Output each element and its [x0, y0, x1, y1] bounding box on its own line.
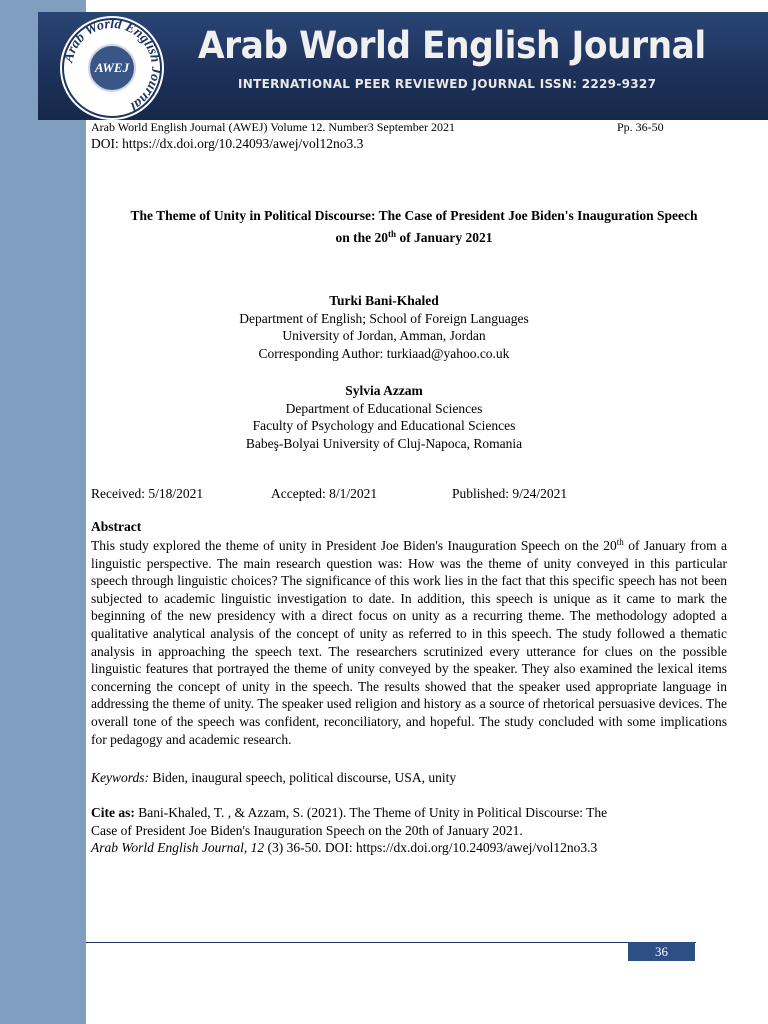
abstract-heading: Abstract: [91, 519, 142, 534]
author-2-affiliation-2: Faculty of Psychology and Educational Sciences: [252, 418, 516, 433]
author-1-block: [88, 292, 680, 362]
keywords-text: Biden, inaugural speech, political discourse, USA, unity: [149, 770, 457, 785]
cite-label: Cite as:: [91, 805, 135, 820]
author-1-affiliation-1: Department of English; School of Foreign Languages: [239, 310, 529, 326]
journal-banner: [38, 12, 768, 120]
page-range: Pp. 36-50: [617, 120, 664, 134]
logo-center: [88, 44, 136, 92]
journal-logo: [60, 16, 164, 120]
abstract-body: This study explored the theme of unity in President Joe Biden's Inauguration Speech on the 20th of January from a linguistic perspective. The main research question was: How was the theme of unity conveyed in this particular speech through linguistic choices? The significance of this work lies in the fact that this specific speech has not been subjected to academic linguistic investigation to date. In addition, this speech is unique as it came to mark the beginning of the new presidency with a direct focus on unity as a recurring theme. The methodology adopted a qualitative analytical analysis of the concept of unity as referred to in this speech. The study followed a thematic analysis in approaching the speech text. The researchers scrutinized every utterance for clues on the possible linguistic features that portrayed the theme of unity conveyed by the speaker. They also examined the lexical items concerning the concept of unity in the speech. The results showed that the speaker used appropriate language in addressing the theme of unity. The speaker used religion and history as a source of rhetorical persuasive devices. The overall tone of the speech was confident, reconciliatory, and hopeful. The study concluded with some implications for pedagogy and academic research.: [91, 537, 728, 747]
title-line-1: The Theme of Unity in Political Discourse: The Case of President Joe Biden's Inauguration Speech: [130, 208, 698, 223]
journal-subtitle: INTERNATIONAL PEER REVIEWED JOURNAL ISSN: 2229-9327: [238, 77, 657, 91]
author-2-affiliation-3: Babeş-Bolyai University of Cluj-Napoca, Romania: [245, 435, 523, 451]
logo-text: AWEJ: [94, 60, 130, 75]
author-2-block: [88, 382, 680, 452]
citation-block: Cite as: Bani-Khaled, T. , & Azzam, S. (2021). The Theme of Unity in Political Discourse: The Case of President Joe Biden's Inauguration Speech on the 20th of January 2021. Arab World English Journal, 12 (3) 36-50. DOI: https://dx.doi.org/10.24093/awej/vol12no3.3: [91, 805, 608, 856]
title-line-2: on the 20th of January 2021: [335, 229, 493, 245]
author-2-name: Sylvia Azzam: [345, 383, 423, 398]
cite-journal: Arab World English Journal, 12: [91, 840, 265, 856]
side-accent-bar: [0, 0, 86, 1024]
author-1-affiliation-2: University of Jordan, Amman, Jordan: [282, 328, 486, 343]
received-date: Received: 5/18/2021: [91, 486, 204, 501]
author-1-name: Turki Bani-Khaled: [329, 293, 439, 308]
author-2-affiliation-1: Department of Educational Sciences: [285, 400, 483, 416]
article-doi[interactable]: DOI: https://dx.doi.org/10.24093/awej/vol12no3.3: [91, 136, 364, 151]
page-number-badge: [628, 942, 695, 961]
accepted-date: Accepted: 8/1/2021: [271, 486, 378, 501]
journal-issue-line: Arab World English Journal (AWEJ) Volume 12. Number3 September 2021: [91, 120, 456, 134]
author-1-contact: Corresponding Author: turkiaad@yahoo.co.uk: [258, 345, 510, 361]
footer-divider: [86, 942, 696, 943]
keywords-line: [91, 769, 727, 787]
keywords-label: Keywords:: [91, 770, 149, 785]
published-date: Published: 9/24/2021: [452, 486, 568, 501]
journal-title: Arab World English Journal: [198, 24, 706, 67]
page-number: 36: [655, 943, 668, 959]
article-title: [88, 205, 740, 249]
svg-text:Arab World English Journal: Arab World English Journal: [61, 16, 164, 114]
